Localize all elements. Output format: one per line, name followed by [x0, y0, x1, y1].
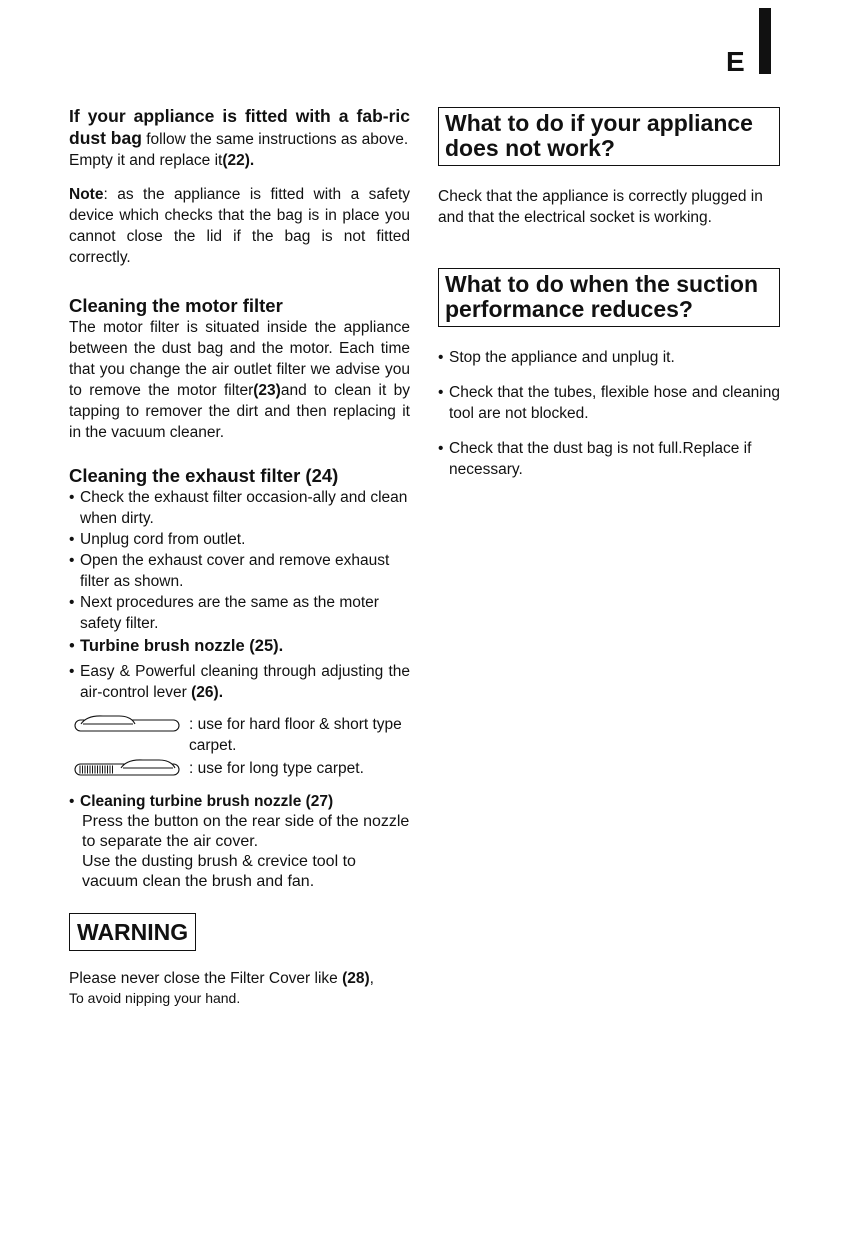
lever-hard-floor-text: : use for hard floor & short type carpet.	[189, 716, 402, 754]
suction-bullet-1	[438, 347, 780, 368]
cleaning-turbine-title: Cleaning turbine brush nozzle	[80, 793, 302, 810]
language-tab-bar	[759, 8, 771, 74]
warning-text-2: ,	[369, 970, 374, 987]
bullet-dot: •	[69, 531, 75, 548]
motor-filter-title: Cleaning the motor filter	[69, 295, 283, 316]
bullet-dot: •	[438, 440, 444, 457]
fabric-bag-paragraph	[69, 106, 410, 150]
note-paragraph	[69, 184, 410, 268]
fabric-bag-lead-rest: follow the same instructions as above.	[141, 131, 409, 148]
bullet-dot: •	[438, 384, 444, 401]
exhaust-bullet-3	[69, 550, 410, 592]
air-lever-closed-icon	[69, 714, 181, 734]
motor-filter-text-1: The motor filter is situated inside the appliance between the dust bag and the motor. Each time that you change the air outlet filter we advise you to remove the motor filter	[69, 319, 410, 399]
exhaust-bullet-4	[69, 592, 410, 634]
not-work-title: What to do if your appliance does not work?	[438, 107, 780, 166]
bullet-dot: •	[69, 552, 75, 569]
lever-row-hard-floor	[69, 714, 410, 756]
suction-bullet-1-text: Stop the appliance and unplug it.	[449, 349, 675, 366]
exhaust-bullet-1	[69, 487, 410, 529]
warning-text-line-2: To avoid nipping your hand.	[69, 990, 241, 1006]
bullet-dot: •	[69, 663, 75, 680]
note-label: Note	[69, 186, 104, 203]
suction-bullet-2-text: Check that the tubes, flexible hose and cleaning tool are not blocked.	[449, 384, 780, 422]
note-text: : as the appliance is fitted with a safety device which checks that the bag is in place you cannot close the lid if the bag is not fitted correctly.	[69, 186, 410, 266]
cleaning-turbine-line-2: Use the dusting brush & crevice tool to vacuum clean the brush and fan.	[82, 853, 356, 890]
air-control-bullet	[69, 661, 410, 703]
suction-bullet-2	[438, 382, 780, 424]
motor-filter-paragraph	[69, 317, 410, 443]
right-column	[438, 107, 780, 480]
fabric-bag-lead: If your appliance is fitted with a fab-ric dust bag	[69, 106, 410, 148]
air-control-text: Easy & Powerful cleaning through adjusting the air-control lever	[80, 663, 410, 701]
exhaust-bullet-3-text: Open the exhaust cover and remove exhaust filter as shown.	[80, 552, 390, 590]
bullet-dot: •	[69, 637, 75, 655]
cleaning-turbine-line-1: Press the button on the rear side of the nozzle to separate the air cover.	[82, 813, 410, 850]
bullet-dot: •	[69, 594, 75, 611]
exhaust-filter-title: Cleaning the exhaust filter (24)	[69, 465, 339, 486]
warning-text-1: Please never close the Filter Cover like	[69, 970, 343, 987]
not-work-text: Check that the appliance is correctly plugged in and that the electrical socket is working.	[438, 188, 763, 226]
left-column	[69, 106, 410, 1007]
warning-box-wrap	[69, 913, 410, 951]
warning-text-line-1	[69, 968, 410, 989]
bullet-dot: •	[69, 793, 75, 810]
turbine-nozzle-bullet	[69, 636, 410, 657]
empty-bag-ref: (22).	[222, 152, 255, 169]
empty-bag-text: Empty it and replace it	[69, 152, 223, 169]
bullet-dot: •	[438, 349, 444, 366]
lever-row-long-carpet	[69, 758, 410, 779]
empty-bag-line	[69, 150, 410, 171]
warning-ref: (28)	[342, 970, 370, 987]
cleaning-turbine-ref: (27)	[301, 793, 334, 810]
motor-filter-ref: (23)	[253, 382, 281, 399]
suction-bullet-3	[438, 438, 780, 480]
air-control-ref: (26).	[191, 684, 223, 701]
lever-long-carpet-text: : use for long type carpet.	[189, 760, 364, 777]
cleaning-turbine-bullet	[69, 791, 410, 812]
language-tab-label: E	[726, 46, 745, 77]
exhaust-bullet-4-text: Next procedures are the same as the moter safety filter.	[80, 594, 379, 632]
suction-title: What to do when the suction performance reduces?	[438, 268, 780, 327]
air-lever-open-icon	[69, 758, 181, 778]
bullet-dot: •	[69, 489, 75, 506]
exhaust-bullet-1-text: Check the exhaust filter occasion-ally and clean when dirty.	[80, 489, 408, 527]
motor-filter-text-2: and to clean it by tapping to remover the dirt and then replacing it in the vacuum cleaner.	[69, 382, 410, 441]
exhaust-bullet-2-text: Unplug cord from outlet.	[80, 531, 246, 548]
warning-title: WARNING	[69, 913, 196, 951]
exhaust-bullet-2	[69, 529, 410, 550]
turbine-nozzle-text: Turbine brush nozzle (25).	[80, 637, 284, 655]
suction-bullet-3-text: Check that the dust bag is not full.Replace if necessary.	[449, 440, 752, 478]
